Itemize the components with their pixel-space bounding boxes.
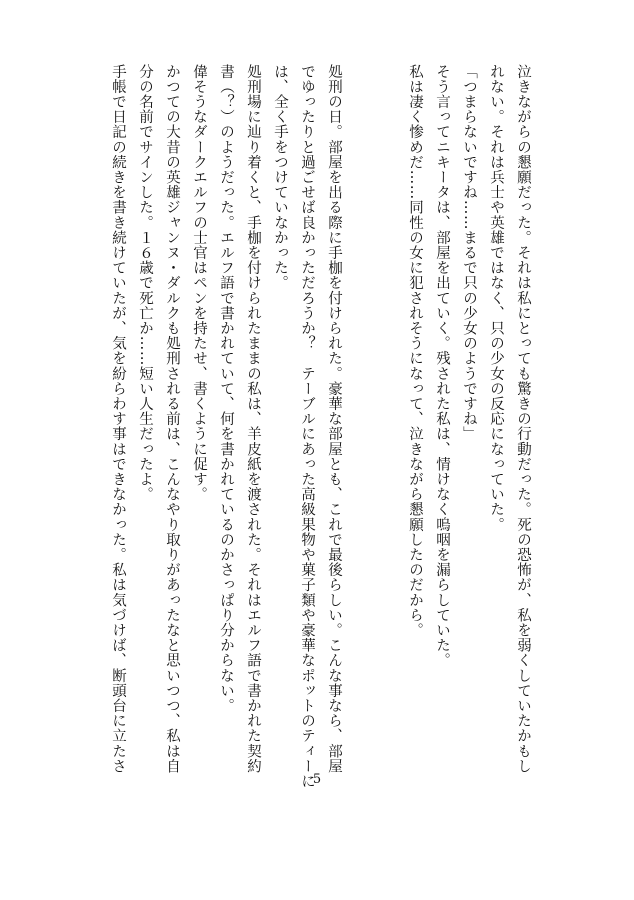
text-line: 私は凄く惨めだ……同性の女に犯されそうになって、泣きながら懇願したのだから。 [407, 64, 423, 638]
text-line: そう言ってニキータは、部屋を出ていく。残された私は、情けなく嗚咽を漏らしていた。 [434, 64, 450, 668]
text-line: 分の名前でサインした。１６歳で死亡か……短い人生だったよ。 [137, 64, 153, 502]
text-line: 手帳で日記の続きを書き続けていたが、気を紛らわす事はできなかった。私は気づけば、断頭台に立たさ [110, 64, 126, 774]
text-line: 偉そうなダークエルフの士官はペンを持たせ、書くように促す。 [191, 64, 207, 502]
text-line: 書（？）のようだった。エルフ語で書かれていて、何を書かれているのかさっぱり分からない。 [218, 64, 234, 714]
text-line: 「つまらないですね……まるで只の少女のようですね」 [461, 64, 477, 442]
text-line: 処刑の日。部屋を出る際に手枷を付けられた。豪華な部屋とも、これで最後らしい。こんな事なら、部屋 [326, 64, 342, 774]
paragraph-gap [347, 64, 401, 764]
text-line: でゆったりと過ごせば良かっただろうか？ テーブルにあった高級果物や菓子類や豪華なポットのティーに [299, 64, 315, 789]
text-line: かつての大昔の英雄ジャンヌ・ダルクも処刑される前は、こんなやり取りがあったなと思いつつ、私は自 [164, 64, 180, 774]
text-line: れない。それは兵士や英雄ではなく、只の少女の反応になっていた。 [488, 64, 504, 533]
text-line: は、全く手をつけていなかった。 [272, 64, 288, 291]
page-number: 5 [312, 772, 322, 787]
vertical-text-body [104, 64, 536, 789]
text-line: 泣きながらの懇願だった。それは私にとっても驚きの行動だった。死の恐怖が、私を弱くしていたかもし [515, 64, 531, 774]
text-line: 処刑場に辿り着くと、手枷を付けられたままの私は、羊皮紙を渡された。それはエルフ語で書かれた契約 [245, 64, 261, 774]
